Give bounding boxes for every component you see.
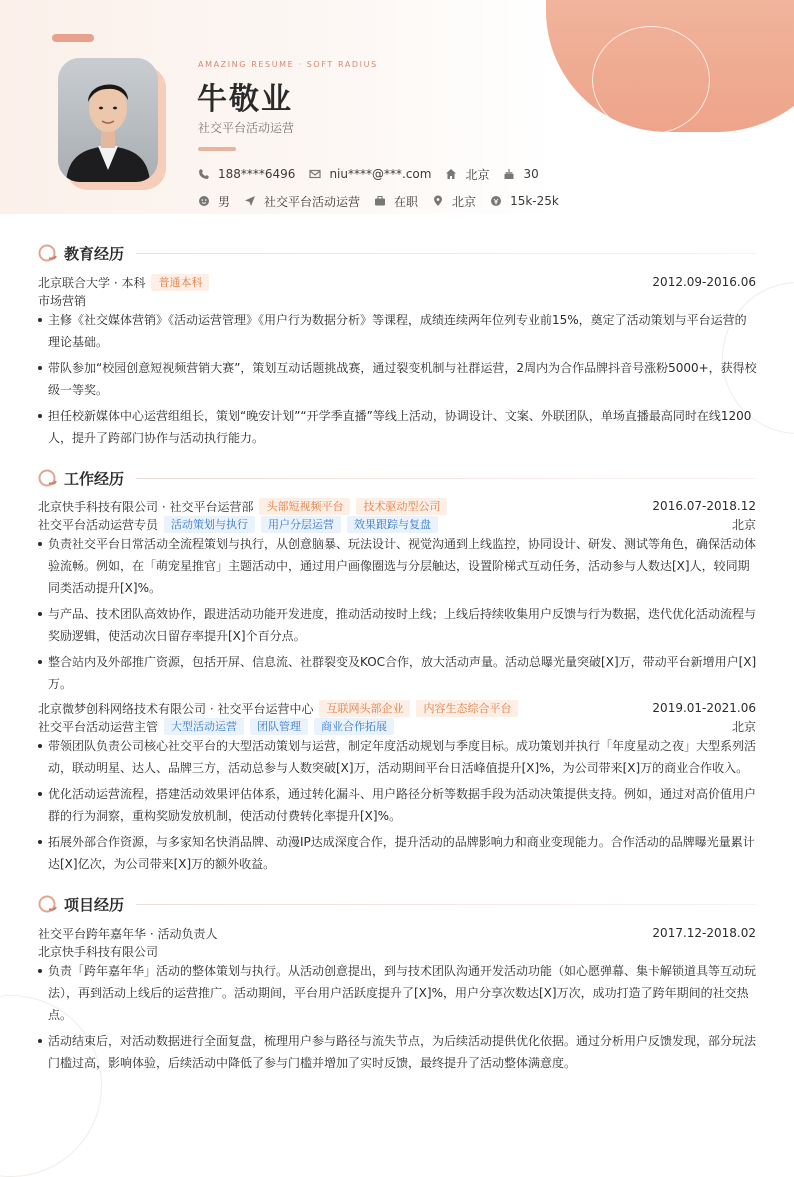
job-bullet: 拓展外部合作资源，与多家知名快消品牌、动漫IP达成深度合作，提升活动的品牌影响力和商业变现能力。合作活动的品牌曝光量累计达[X]亿次，为公司带来[X]万的额外收益。: [48, 831, 758, 875]
education-date: 2012.09-2016.06: [652, 275, 756, 289]
email-text: niu****@***.com: [329, 167, 432, 181]
job-date: 2019.01-2021.06: [652, 701, 756, 715]
salary-text: 15k-25k: [510, 194, 559, 208]
project-company-row: [38, 942, 756, 960]
section-title: 项目经历: [64, 895, 125, 914]
project-bullet: 负责「跨年嘉年华」活动的整体策划与执行。从活动创意提出，到与技术团队沟通开发活动功能（如心愿弹幕、集卡解锁道具等互动玩法），再到活动上线后的运营推广。活动期间，平台用户活跃度提升了[X]%，用户分享次数达[X]万次，成功打造了跨年期间的社交热点。: [48, 960, 758, 1026]
gender-item: [198, 193, 230, 210]
education-major-row: [38, 291, 756, 309]
target-city-text: 北京: [452, 194, 477, 209]
section-icon: [38, 894, 58, 914]
status-text: 在职: [394, 194, 419, 209]
position: 社交平台活动运营专员: [38, 517, 159, 532]
skill-tag: 大型活动运营: [164, 718, 244, 735]
candidate-role: 社交平台活动运营: [198, 121, 295, 135]
section-title: 工作经历: [64, 469, 125, 488]
cake-icon: [503, 168, 515, 180]
phone-item: [198, 167, 295, 181]
salary-item: [490, 194, 559, 208]
company-tag: 头部短视频平台: [259, 498, 350, 515]
section-project: [38, 893, 756, 915]
home-icon: [445, 168, 457, 180]
project-header: [38, 924, 756, 942]
status-item: [374, 193, 418, 210]
phone-icon: [198, 168, 210, 180]
location-pin-icon: [432, 195, 444, 207]
project-name: 社交平台跨年嘉年华 · 活动负责人: [38, 926, 218, 941]
job-header: [38, 699, 756, 717]
brand-caption: AMAZING RESUME · SOFT RADIUS: [198, 60, 378, 69]
job-bullet: 整合站内及外部推广资源，包括开屏、信息流、社群裂变及KOC合作，放大活动声量。活动总曝光量突破[X]万，带动平台新增用户[X]万。: [48, 651, 758, 695]
company-tag: 内容生态综合平台: [416, 700, 518, 717]
gender-text: 男: [218, 194, 231, 209]
decorative-ring: [592, 26, 710, 134]
age-text: 30: [523, 167, 539, 181]
section-title: 教育经历: [64, 244, 125, 263]
job-bullet: 与产品、技术团队高效协作，跟进活动功能开发进度，推动活动按时上线；上线后持续收集用户反馈与行为数据，迭代优化活动流程与奖励逻辑，使活动次日留存率提升[X]个百分点。: [48, 603, 758, 647]
age-item: [503, 167, 538, 181]
city-text: 北京: [465, 167, 490, 182]
education-bullet: 主修《社交媒体营销》《活动运营管理》《用户行为数据分析》等课程，成绩连续两年位列专业前15%，奠定了活动策划与平台运营的理论基础。: [48, 309, 758, 353]
job-header: [38, 497, 756, 515]
skill-tag: 用户分层运营: [261, 516, 341, 533]
section-divider: [136, 904, 756, 905]
job-position-row: [38, 515, 756, 533]
position: 社交平台活动运营主管: [38, 719, 159, 734]
section-work: [38, 467, 756, 489]
job-bullet: 优化活动运营流程，搭建活动效果评估体系，通过转化漏斗、用户路径分析等数据手段为活动决策提供支持。例如，通过对高价值用户群的行为洞察，重构奖励发放机制，使活动付费转化率提升[X]%。: [48, 783, 758, 827]
phone-text: 188****6496: [218, 167, 296, 181]
project-company: 北京快手科技有限公司: [38, 944, 159, 959]
education-bullet: 担任校新媒体中心运营组组长，策划“晚安计划”“开学季直播”等线上活动，协调设计、文案、外联团队，单场直播最高同时在线1200人，提升了跨部门协作与活动执行能力。: [48, 405, 758, 449]
major: 市场营销: [38, 293, 87, 308]
section-icon: [38, 243, 58, 263]
gender-icon: [198, 195, 210, 207]
education-header: [38, 273, 756, 291]
project-date: 2017.12-2018.02: [652, 926, 756, 940]
job-bullet: 负责社交平台日常活动全流程策划与执行，从创意脑暴、玩法设计、视觉沟通到上线监控，协同设计、研发、测试等角色，确保活动体验流畅。例如，在「萌宠星推官」主题活动中，通过用户画像圈选与分层触达，设置阶梯式互动任务，活动参与人数达[X]人，较同期同类活动提升[X]%。: [48, 533, 758, 599]
section-icon: [38, 468, 58, 488]
company-tag: 互联网头部企业: [319, 700, 410, 717]
section-education: [38, 242, 756, 264]
project-bullet: 活动结束后，对活动数据进行全面复盘，梳理用户参与路径与流失节点，为后续活动提供优化依据。通过分析用户反馈发现，部分玩法门槛过高，影响体验，后续活动中降低了参与门槛并增加了实时反馈，最终提升了活动整体满意度。: [48, 1030, 758, 1074]
city-item: [445, 166, 489, 183]
candidate-name: 牛敬业: [197, 82, 293, 117]
profile-row: [198, 193, 573, 209]
company-tag: 技术驱动型公司: [356, 498, 447, 515]
job-bullet: 带领团队负责公司核心社交平台的大型活动策划与运营，制定年度活动规划与季度目标。成功策划并执行「年度星动之夜」大型系列活动，联动明星、达人、品牌三方，活动总参与人数突破[X]万，活动期间平台日活峰值提升[X]%，为公司带来[X]万的商业合作收入。: [48, 735, 758, 779]
school-name: 北京联合大学 · 本科: [38, 275, 146, 290]
skill-tag: 活动策划与执行: [164, 516, 255, 533]
education-bullet: 带队参加“校园创意短视频营销大赛”，策划互动话题挑战赛，通过裂变机制与社群运营，2周内为合作品牌抖音号涨粉5000+，获得校级一等奖。: [48, 357, 758, 401]
name-underline: [198, 147, 236, 151]
job-position-row: [38, 717, 756, 735]
job-city: 北京: [731, 517, 756, 532]
email-item: [309, 167, 431, 181]
briefcase-icon: [374, 195, 386, 207]
mail-icon: [309, 168, 321, 180]
school-tag: 普通本科: [151, 274, 209, 291]
target-role-text: 社交平台活动运营: [264, 194, 361, 209]
skill-tag: 效果跟踪与复盘: [347, 516, 438, 533]
skill-tag: 商业合作拓展: [314, 718, 394, 735]
avatar: [58, 58, 158, 182]
company-name: 北京快手科技有限公司 · 社交平台运营部: [38, 499, 254, 514]
skill-tag: 团队管理: [250, 718, 308, 735]
target-city-item: [432, 193, 476, 210]
section-divider: [136, 253, 756, 254]
decorative-bar: [52, 34, 94, 42]
salary-icon: [490, 195, 502, 207]
send-icon: [244, 195, 256, 207]
job-city: 北京: [731, 719, 756, 734]
target-role-item: [244, 193, 360, 210]
company-name: 北京微梦创科网络技术有限公司 · 社交平台运营中心: [38, 701, 314, 716]
section-divider: [136, 478, 756, 479]
contact-row: [198, 166, 553, 182]
job-date: 2016.07-2018.12: [652, 499, 756, 513]
